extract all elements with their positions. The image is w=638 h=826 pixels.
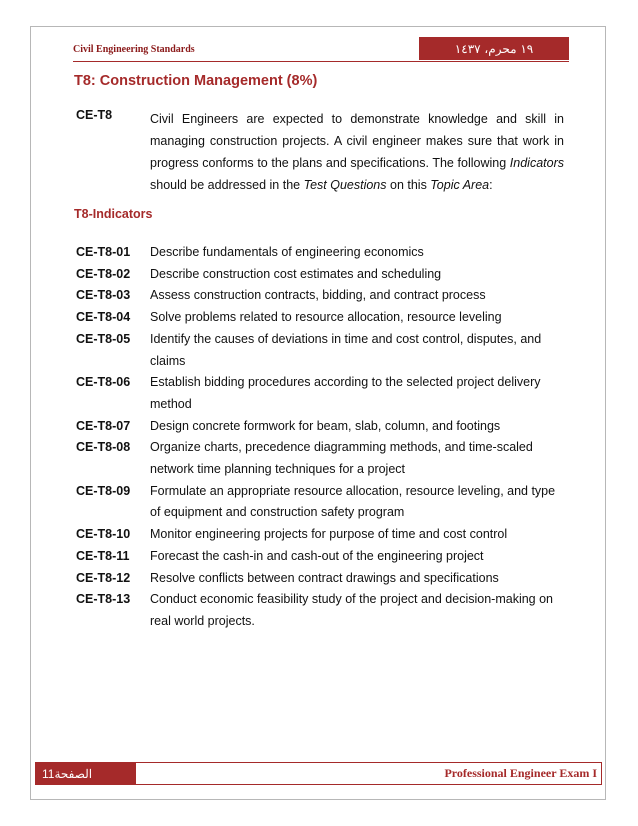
- intro-code: CE-T8: [76, 108, 113, 122]
- intro-italic-test-questions: Test Questions: [303, 178, 387, 192]
- list-item: [76, 307, 566, 329]
- indicator-text: Assess construction contracts, bidding, and contract process: [150, 288, 486, 303]
- page-number: 11الصفحة: [36, 763, 137, 784]
- indicator-text: Forecast the cash-in and cash-out of the engineering project: [150, 548, 484, 563]
- indicator-text: Identify the causes of deviations in time and cost control, disputes, and claims: [150, 331, 542, 368]
- indicator-text: Solve problems related to resource allocation, resource leveling: [150, 310, 502, 325]
- intro-italic-indicators: Indicators: [509, 156, 564, 170]
- indicator-code: CE-T8-03: [76, 288, 131, 303]
- indicator-code: CE-T8-10: [76, 527, 131, 542]
- header-title: Civil Engineering Standards: [73, 44, 195, 55]
- header-divider: [73, 61, 569, 62]
- indicator-text: Design concrete formwork for beam, slab, column, and footings: [150, 418, 501, 433]
- indicator-text: Formulate an appropriate resource allocation, resource leveling, and type of equipment and construction safety program: [150, 483, 556, 520]
- footer-exam-title: Professional Engineer Exam I: [444, 766, 597, 780]
- list-item: [76, 264, 566, 286]
- indicator-code: CE-T8-13: [76, 592, 131, 607]
- indicator-code: CE-T8-04: [76, 310, 131, 325]
- section-title: T8: Construction Management (8%): [74, 73, 318, 89]
- intro-text-3: on this: [386, 178, 431, 192]
- indicator-code: CE-T8-05: [76, 331, 131, 346]
- indicator-code: CE-T8-11: [76, 548, 130, 563]
- list-item: [76, 568, 566, 590]
- indicator-text: Organize charts, precedence diagramming methods, and time-scaled network time planning techniques for a project: [150, 440, 533, 477]
- list-item: [76, 285, 566, 307]
- indicator-code: CE-T8-02: [76, 266, 131, 281]
- indicator-code: CE-T8-12: [76, 570, 131, 585]
- indicator-code: CE-T8-01: [76, 245, 131, 259]
- intro-text-1: Civil Engineers are expected to demonstrate knowledge and skill in managing construction projects. A civil engineer makes sure that work in progress conforms to the plans and specifications. The following: [150, 112, 564, 170]
- indicators-list: [76, 242, 566, 633]
- list-item: [76, 242, 566, 264]
- intro-italic-topic-area: Topic Area: [430, 178, 490, 192]
- page-footer: [35, 762, 602, 785]
- header-date-badge: ١٩ محرم، ١٤٣٧: [419, 37, 569, 60]
- intro-text-4: :: [489, 178, 493, 192]
- indicator-code: CE-T8-06: [76, 375, 131, 390]
- indicator-text: Describe construction cost estimates and scheduling: [150, 266, 442, 281]
- indicator-code: CE-T8-07: [76, 418, 131, 433]
- indicators-subtitle: T8-Indicators: [74, 207, 153, 221]
- list-item: [76, 437, 566, 480]
- indicator-code: CE-T8-09: [76, 483, 131, 498]
- list-item: [76, 372, 566, 415]
- list-item: [76, 524, 566, 546]
- list-item: [76, 481, 566, 524]
- indicator-text: Resolve conflicts between contract drawings and specifications: [150, 570, 499, 585]
- indicator-text: Monitor engineering projects for purpose of time and cost control: [150, 527, 508, 542]
- list-item: [76, 416, 566, 438]
- indicator-code: CE-T8-08: [76, 440, 131, 455]
- list-item: [76, 546, 566, 568]
- list-item: [76, 329, 566, 372]
- intro-text-2: should be addressed in the: [150, 178, 304, 192]
- indicator-text: Conduct economic feasibility study of the project and decision-making on real world projects.: [150, 592, 553, 628]
- list-item: [76, 589, 566, 632]
- indicator-text: Establish bidding procedures according to the selected project delivery method: [150, 375, 541, 411]
- intro-paragraph: [150, 108, 564, 196]
- indicator-text: Describe fundamentals of engineering economics: [150, 245, 424, 259]
